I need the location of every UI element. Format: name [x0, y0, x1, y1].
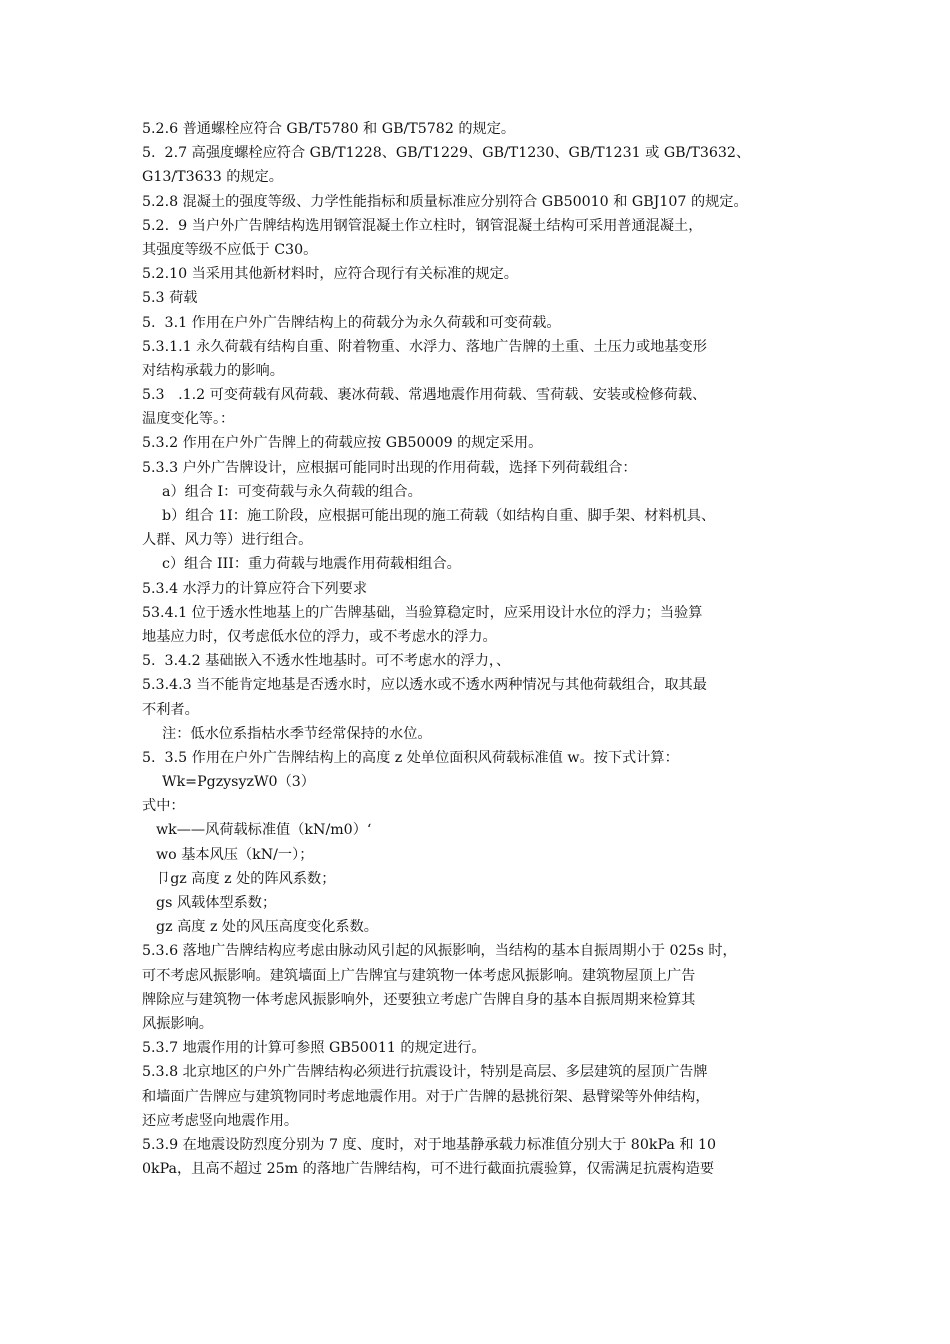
text-line: 其强度等级不应低于 C30。: [142, 241, 318, 258]
text-line: 卩gz 高度 z 处的阵风系数；: [156, 870, 336, 887]
text-line: 人群、风力等）进行组合。: [142, 532, 313, 549]
text-line: 对结构承载力的影响。: [142, 362, 284, 379]
text-line: wo 基本风压（kN/一）；: [156, 846, 314, 863]
text-line: 5.3 荷载: [142, 290, 198, 307]
text-line: 5. 3.5 作用在户外广告牌结构上的高度 z 处单位面积风荷载标准值 w。按下式计算：: [142, 749, 679, 766]
text-line: 可不考虑风振影响。建筑墙面上广告牌宜与建筑物一体考虑风振影响。建筑物屋顶上广告: [142, 967, 696, 984]
text-line: Wk=PgzysyzW0（3）: [162, 774, 315, 791]
text-line: 5.3.1.1 永久荷载有结构自重、附着物重、水浮力、落地广告牌的土重、土压力或地基变形: [142, 338, 707, 355]
text-line: 不利者。: [142, 701, 199, 718]
text-line: 5. 3.1 作用在户外广告牌结构上的荷载分为永久荷载和可变荷载。: [142, 314, 561, 331]
text-line: 5.2.10 当采用其他新材料时，应符合现行有关标准的规定。: [142, 266, 518, 283]
text-line: 5.2. 9 当户外广告牌结构选用钢管混凝土作立柱时，钢管混凝土结构可采用普通混凝土，: [142, 217, 703, 234]
text-line: 地基应力时，仅考虑低水位的浮力，或不考虑水的浮力。: [142, 628, 497, 645]
text-line: G13/T3633 的规定。: [142, 169, 283, 186]
text-line: gs 风载体型系数；: [156, 895, 277, 911]
text-line: 温度变化等。：: [142, 411, 235, 428]
text-line: 5.3 .1.2 可变荷载有风荷载、裹冰荷载、常遇地震作用荷载、雪荷载、安装或检修荷载、: [142, 387, 707, 404]
text-line: 5.3.4.3 当不能肯定地基是否透水时，应以透水或不透水两种情况与其他荷载组合，取其最: [142, 677, 707, 694]
document-body: [142, 117, 822, 1181]
text-line: 式中：: [142, 798, 185, 815]
text-line: 5.3.4 水浮力的计算应符合下列要求: [142, 580, 368, 597]
text-line: 5.3.3 户外广告牌设计，应根据可能同时出现的作用荷载，选择下列荷载组合：: [142, 459, 637, 476]
text-line: gz 高度 z 处的风压高度变化系数。: [156, 919, 378, 936]
text-line: 5.2.8 混凝土的强度等级、力学性能指标和质量标准应分别符合 GB50010 和 GBJ107 的规定。: [142, 193, 748, 210]
text-line: 5.3.9 在地震设防烈度分别为 7 度、度时，对于地基静承载力标准值分别大于 80kPa 和 10: [142, 1136, 717, 1153]
text-line: 0kPa，且高不超过 25m 的落地广告牌结构，可不进行截面抗震验算，仅需满足抗震构造要: [142, 1161, 715, 1178]
text-line: 5.3.6 落地广告牌结构应考虑由脉动风引起的风振影响，当结构的基本自振周期小于 025s 时，: [142, 943, 737, 960]
text-line: 5. 2.7 高强度螺栓应符合 GB/T1228、GB/T1229、GB/T1230、GB/T1231 或 GB/T3632、: [142, 145, 751, 162]
text-line: 53.4.1 位于透水性地基上的广告牌基础，当验算稳定时，应采用设计水位的浮力；当验算: [142, 604, 703, 621]
text-line: 和墙面广告牌应与建筑物同时考虑地震作用。对于广告牌的悬挑衍架、悬臂梁等外伸结构，: [142, 1088, 710, 1105]
text-line: 注：低水位系指枯水季节经常保持的水位。: [162, 725, 432, 742]
text-line: b）组合 1I：施工阶段，应根据可能出现的施工荷载（如结构自重、脚手架、材料机具、: [162, 508, 716, 524]
text-line: 5.2.6 普通螺栓应符合 GB/T5780 和 GB/T5782 的规定。: [142, 121, 516, 137]
text-line: 5.3.7 地震作用的计算可参照 GB50011 的规定进行。: [142, 1040, 486, 1057]
text-line: 5.3.2 作用在户外广告牌上的荷载应按 GB50009 的规定采用。: [142, 435, 543, 452]
text-line: 5. 3.4.2 基础嵌入不透水性地基时。可不考虑水的浮力，、: [142, 653, 511, 670]
text-line: 5.3.8 北京地区的户外广告牌结构必须进行抗震设计，特别是高层、多层建筑的屋顶广告牌: [142, 1064, 708, 1081]
text-line: 牌除应与建筑物一体考虑风振影响外，还要独立考虑广告牌自身的基本自振周期来检算其: [142, 991, 696, 1008]
text-line: wk——风荷载标准值（kN/m0）‘: [156, 822, 372, 839]
text-line: c）组合 III：重力荷载与地震作用荷载相组合。: [162, 556, 461, 573]
text-line: a）组合 I：可变荷载与永久荷载的组合。: [162, 483, 422, 500]
text-line: 风振影响。: [142, 1015, 213, 1032]
text-line: 还应考虑竖向地震作用。: [142, 1112, 299, 1129]
